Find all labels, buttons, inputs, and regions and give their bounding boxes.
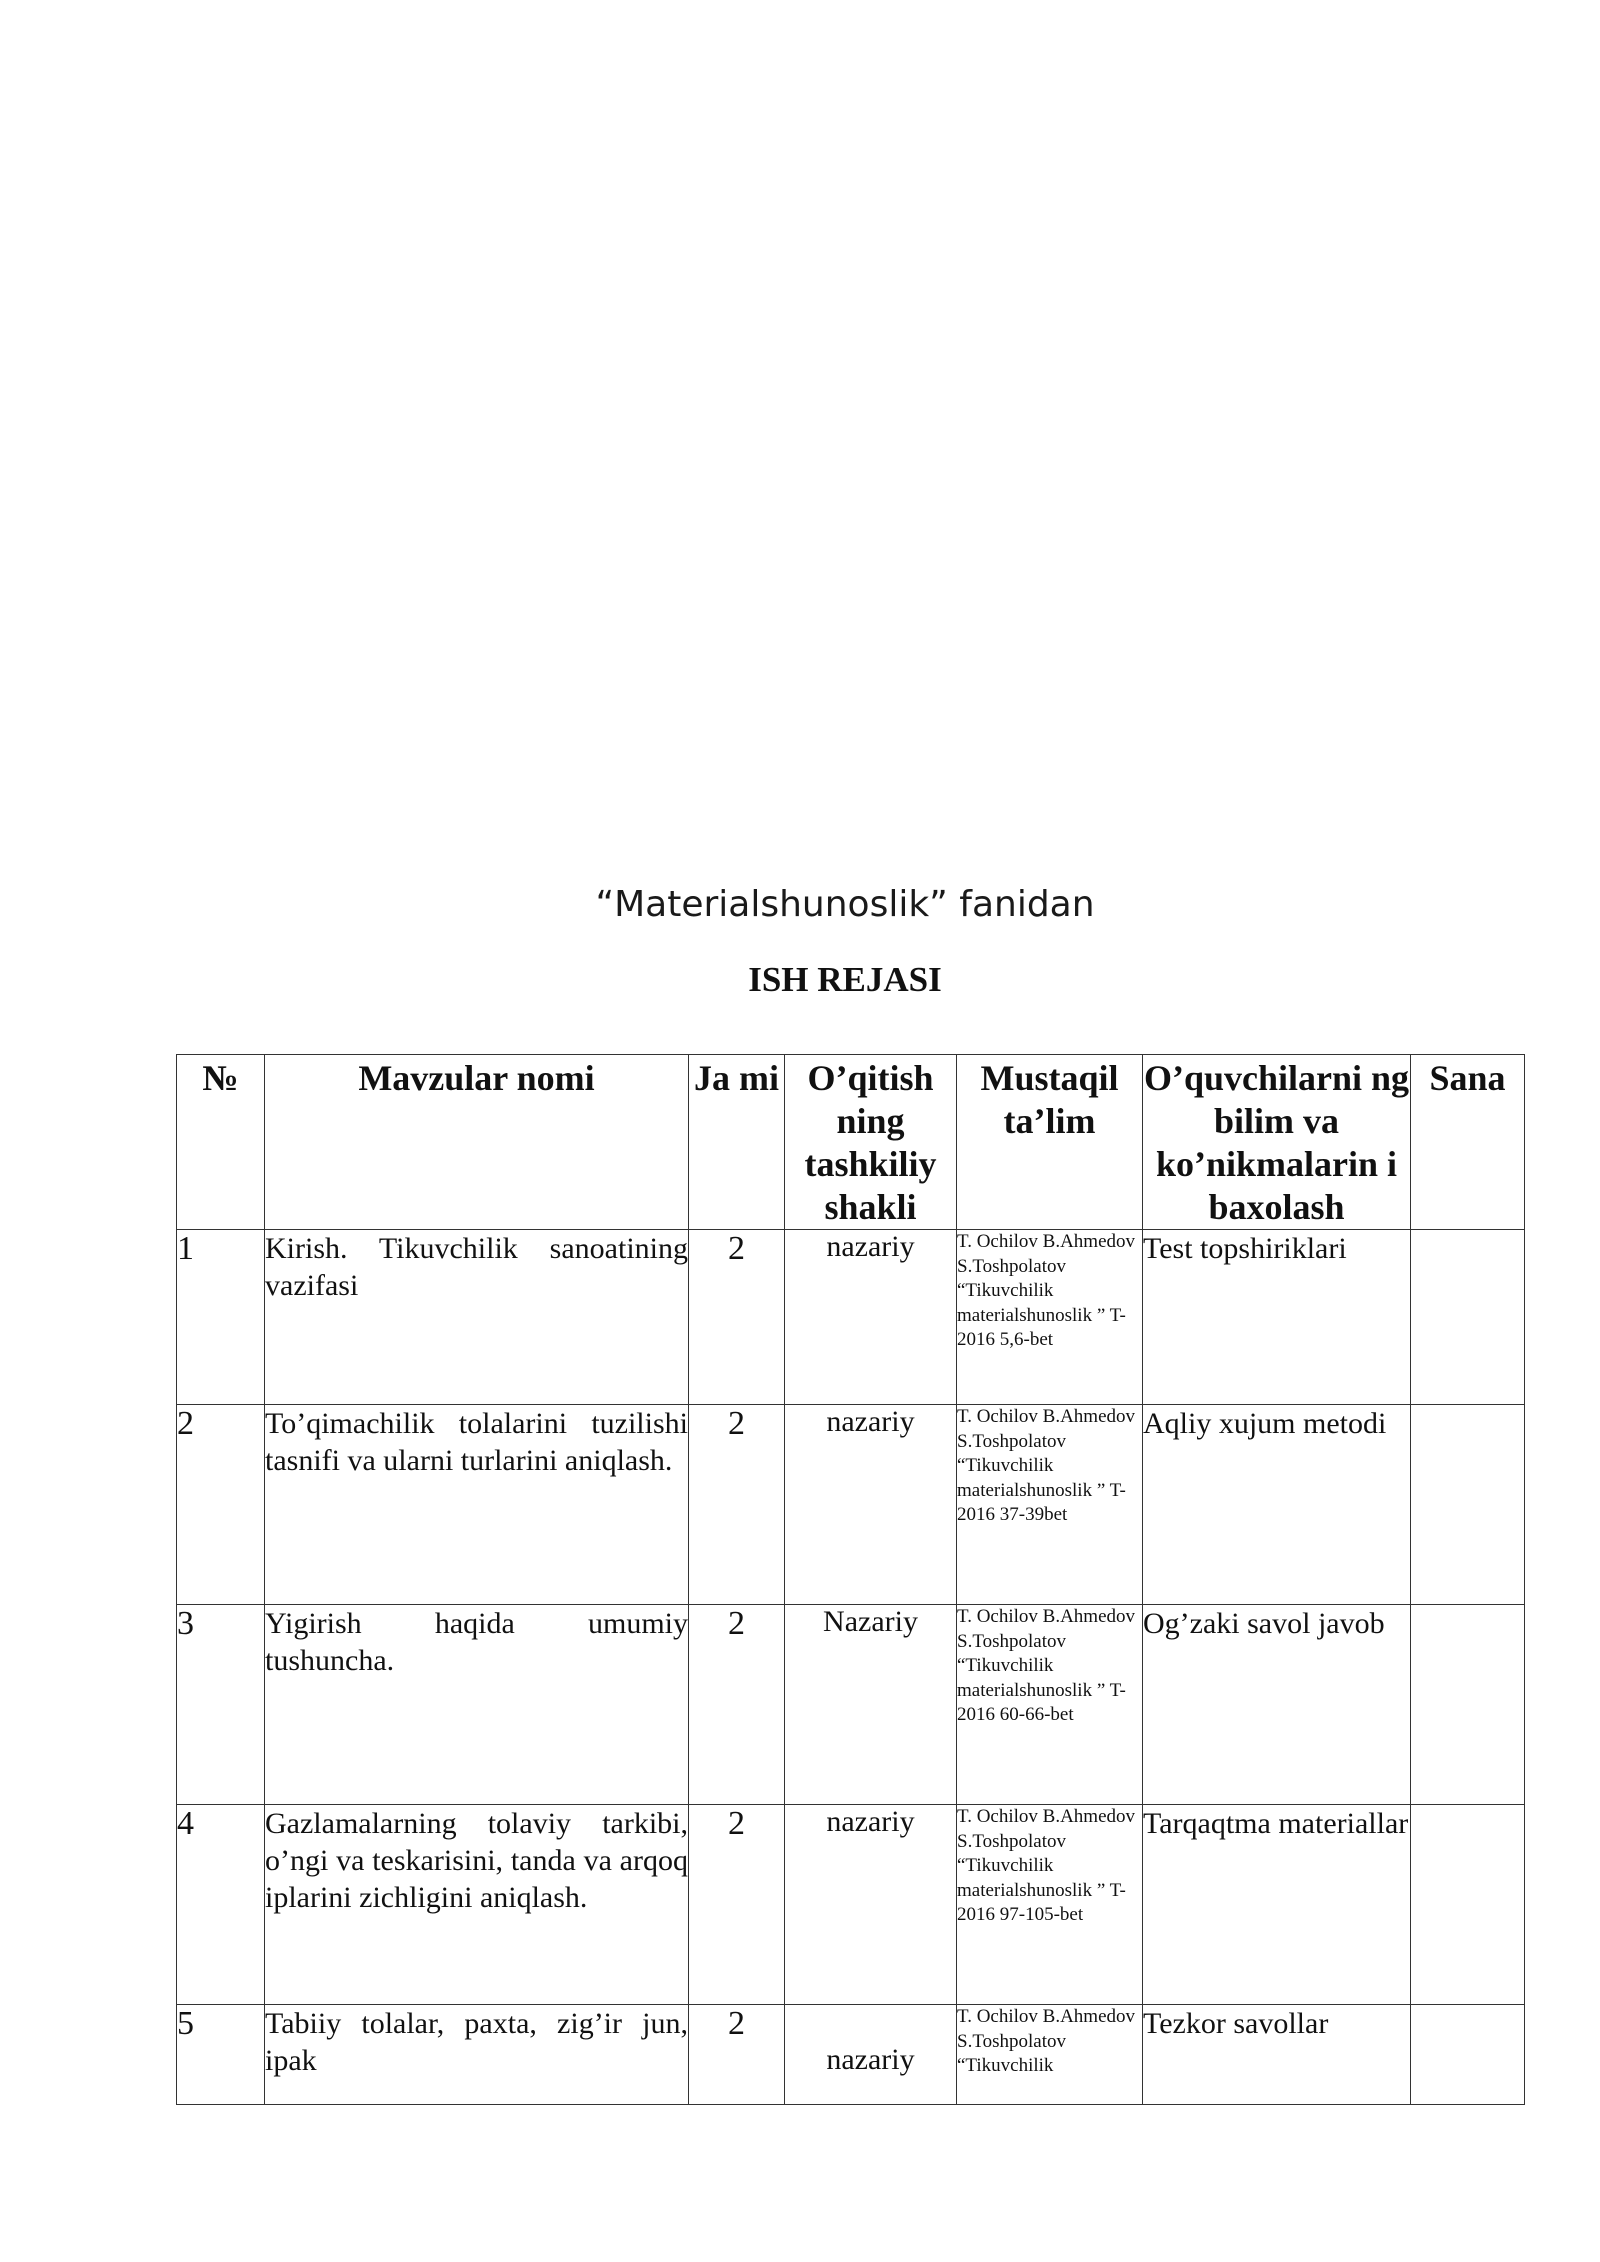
row-num: 5 (177, 2005, 265, 2105)
header-assessment: O’quvchilarni ng bilim va ko’nikmalarin i baxolash (1143, 1055, 1411, 1230)
row-date (1411, 2005, 1525, 2105)
table-row (177, 1605, 1525, 1805)
row-form: nazariy (785, 1230, 957, 1405)
header-self-study: Mustaqil ta’lim (957, 1055, 1143, 1230)
row-date (1411, 1605, 1525, 1805)
row-self-study: T. Ochilov B.Ahmedov S.Toshpolatov “Tikuvchilik materialshunoslik ” T-2016 60-66-bet (957, 1605, 1143, 1805)
row-num: 2 (177, 1405, 265, 1605)
row-self-study: T. Ochilov B.Ahmedov S.Toshpolatov “Tikuvchilik materialshunoslik ” T-2016 97-105-bet (957, 1805, 1143, 2005)
row-total: 2 (689, 1605, 785, 1805)
row-topic: Tabiiy tolalar, paxta, zig’ir jun, ipak (265, 2005, 689, 2105)
row-assessment: Tarqaqtma materiallar (1143, 1805, 1411, 2005)
header-num: № (177, 1055, 265, 1230)
table-row (177, 1230, 1525, 1405)
row-self-study: T. Ochilov B.Ahmedov S.Toshpolatov “Tikuvchilik materialshunoslik ” T-2016 5,6-bet (957, 1230, 1143, 1405)
row-assessment: Aqliy xujum metodi (1143, 1405, 1411, 1605)
header-date: Sana (1411, 1055, 1525, 1230)
row-topic: Yigirish haqida umumiy tushuncha. (265, 1605, 689, 1805)
row-num: 3 (177, 1605, 265, 1805)
row-form: Nazariy (785, 1605, 957, 1805)
header-form: O’qitish ning tashkiliy shakli (785, 1055, 957, 1230)
work-plan-table (176, 1054, 1525, 2105)
table-header-row (177, 1055, 1525, 1230)
table-row (177, 2005, 1525, 2105)
row-topic: To’qimachilik tolalarini tuzilishi tasnifi va ularni turlarini aniqlash. (265, 1405, 689, 1605)
row-total: 2 (689, 1405, 785, 1605)
row-self-study: T. Ochilov B.Ahmedov S.Toshpolatov “Tikuvchilik (957, 2005, 1143, 2105)
row-total: 2 (689, 2005, 785, 2105)
document-title: “Materialshunoslik” fanidan (595, 884, 1095, 925)
row-form: nazariy (785, 2005, 957, 2105)
table-row (177, 1405, 1525, 1605)
row-num: 1 (177, 1230, 265, 1405)
table-row (177, 1805, 1525, 2005)
row-topic: Gazlamalarning tolaviy tarkibi, o’ngi va teskarisini, tanda va arqoq iplarini zichligini aniqlash. (265, 1805, 689, 2005)
row-date (1411, 1230, 1525, 1405)
row-form: nazariy (785, 1405, 957, 1605)
row-assessment: Test topshiriklari (1143, 1230, 1411, 1405)
row-assessment: Og’zaki savol javob (1143, 1605, 1411, 1805)
row-form: nazariy (785, 1805, 957, 2005)
header-total: Ja mi (689, 1055, 785, 1230)
row-total: 2 (689, 1805, 785, 2005)
row-self-study: T. Ochilov B.Ahmedov S.Toshpolatov “Tikuvchilik materialshunoslik ” T-2016 37-39bet (957, 1405, 1143, 1605)
row-topic: Kirish. Tikuvchilik sanoatining vazifasi (265, 1230, 689, 1405)
document-subtitle: ISH REJASI (748, 960, 942, 999)
row-assessment: Tezkor savollar (1143, 2005, 1411, 2105)
row-num: 4 (177, 1805, 265, 2005)
row-date (1411, 1805, 1525, 2005)
header-topic: Mavzular nomi (265, 1055, 689, 1230)
row-total: 2 (689, 1230, 785, 1405)
row-date (1411, 1405, 1525, 1605)
